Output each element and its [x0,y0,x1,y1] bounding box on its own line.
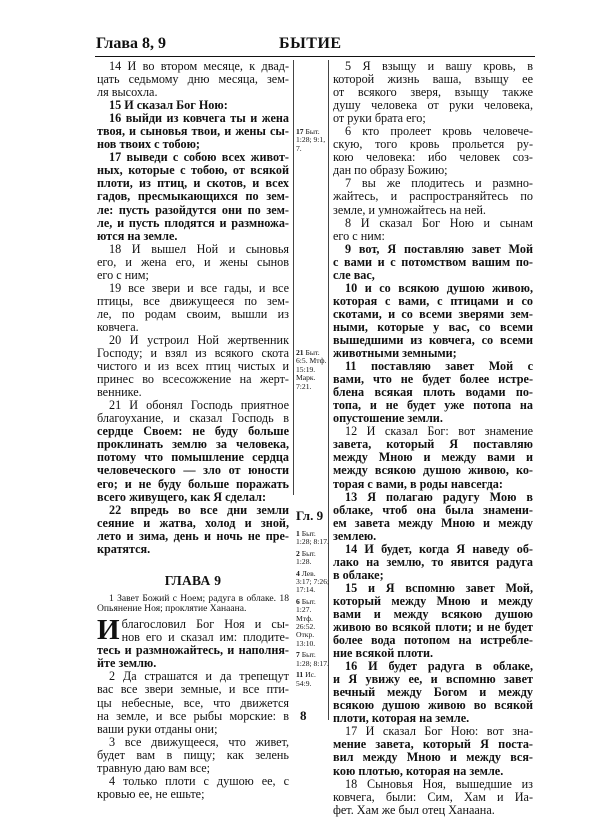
text-line: кровью ее, не ешьте; [97,786,205,801]
text-line: сле вас, [333,267,375,282]
book-title: БЫТИЕ [279,35,342,52]
text-line: между Мною и между вами и [333,450,533,465]
text-line: фет. Хам же был отец Ханаана. [333,802,495,817]
text-line: более вода потопом на истребле- [333,633,533,648]
ref-number: 6 [296,596,300,606]
text-line: 10 и со всякою душою живою, [345,280,533,295]
text-line: ле, по родам своим, вышли из [97,306,289,321]
text-line: проклинать землю за человека, [97,437,289,452]
ref-number: 1 [296,529,300,538]
text-line: 15 И сказал Бог Ною: [109,98,228,113]
text-line: цы небесные, все, что движется [97,695,289,710]
text-line: 9 вот, Я поставляю завет Мой [345,241,533,256]
cross-reference [296,651,330,668]
ref-text: Быт. 1:27. Мтф. 26:52. Откр. 13:10. [296,596,316,648]
text-line: от всякого зверя, взыщу также [333,85,533,100]
text-line: ле, и пусть плодятся и размножа- [97,215,289,230]
text-line: 16 выйди из ковчега ты и жена [109,111,289,126]
text-line: вами и между всякою душою [333,606,533,621]
text-line: 2 Да страшатся и да трепещут [109,669,289,684]
cross-reference [296,570,330,595]
text-line: скотами, и со всеми зверями зем- [333,306,533,321]
text-line: торая с вами, в роды навсегда: [333,476,503,491]
text-line: от руки брата его; [333,111,426,126]
text-line: всякою душою живою во всякой [333,698,533,713]
text-line: в облаке; [333,567,384,582]
text-line: птицы, все движущееся по зем- [97,293,289,308]
chapter-summary: 1 Завет Божий с Ноем; радуга в облаке. 18 Опьянение Ноя; проклятие Ханаана. [97,592,289,615]
text-line: землею. [333,528,377,543]
text-line: ля высохла. [97,85,158,100]
text-line: между всякою душою живою, ко- [333,463,533,478]
text-line: нов твоих с тобою; [97,137,200,152]
cross-reference [296,530,330,547]
chapter-9-cross-references [296,530,330,691]
ref-text: Быт. 1:28; 8:17. [296,650,329,668]
text-line: с вами и с потомством вашим по- [333,254,533,269]
text-line: и Я увижу ее, и вспомню завет [333,672,533,687]
text-line: 17 выведи с собою всех живот- [109,150,289,165]
text-line: ются на земле. [97,228,178,243]
text-line: которой жизнь ваша, взыщу ее [333,72,533,87]
text-line: ние всякой плоти. [333,646,434,661]
text-line: ковчега, были: Сим, Хам и Иа- [333,789,533,804]
text-line: ваши руки отданы они; [97,721,218,736]
text-line: 21 И обонял Господь приятное [109,398,289,413]
text-line: его, и жена его, и жены сынов [97,254,289,269]
text-line: 13 Я полагаю радугу Мою в [345,489,533,504]
text-line: скую, того кровь прольется ру- [333,137,533,152]
text-line: твоя, и сыновья твои, и жены сы- [97,124,289,139]
text-line: лето и зима, день и ночь не пре- [97,528,289,543]
text-line: 17 И сказал Бог Ною: вот зна- [345,724,533,739]
text-line: завета, который Я поставляю [333,437,533,452]
chapter-9-verses-right [333,60,533,816]
text-line: жайтесь, и распространяйтесь по [333,189,533,204]
text-line: земле, и умножайтесь на ней. [333,202,486,217]
ref-text: Быт. 6:5. Мтф. 15:19. Марк. 7:21. [296,348,327,391]
text-line: 8 И сказал Бог Ною и сынам [345,215,533,230]
text-line: гадов, пресмыкающихся по зем- [97,189,289,204]
text-line: 19 все звери и все гады, и все [109,280,289,295]
text-line: топа, и не будет уже потопа на [333,398,533,413]
text-line: плоти, которая на земле. [333,711,470,726]
page-number: 8 [300,708,307,723]
chapter-9-verses-left [97,644,289,800]
header-rule [95,56,535,57]
text-line: 4 только плоти с душою ее, с [109,773,289,788]
text-line: вил между Мною и между вся- [333,750,533,765]
text-line: принес во всесожжение на жерт- [97,372,289,387]
text-line: 6 кто пролеет кровь человече- [345,124,533,139]
text-line: его; и не буду больше поражать [97,476,289,491]
chapter-9-heading: ГЛАВА 9 [164,573,222,589]
text-line: цать седьмому дню месяца, зем- [97,72,289,87]
text-line: на земле, и все рыбы морские: в [97,708,289,723]
drop-cap-lines [97,614,289,647]
ref-number: 17 [296,127,304,136]
text-line: чистого и из всех птиц чистых и [97,359,289,374]
margin-chapter-label: Гл. 9 [296,508,324,523]
text-line: блена всякая плоть водами по- [333,385,533,400]
text-line: будет вам в пищу; как зелень [97,747,289,762]
ref-text: Быт. 1:28; 8:17. [296,529,329,547]
text-line: благословил Бог Ноя и сы- [121,617,289,632]
text-line: травную даю вам все; [97,760,211,775]
text-line: ле: пусть разойдутся они по зем- [97,202,289,217]
ref-text: Ис. 54:9. [296,670,316,688]
text-line: 5 Я взыщу и вашу кровь, в [345,59,533,73]
text-line: 7 вы же плодитесь и размно- [345,176,533,191]
text-line: живою во всякой плоти; и не будет [333,620,533,635]
text-line: веннике. [97,385,142,400]
text-line: сердце Своем: не буду больше [97,424,289,439]
left-text-column [97,60,289,801]
text-line: Господу; и взял из всякого скота [97,346,289,361]
text-line: йте землю. [97,656,157,671]
ref-text: Быт. 1:28. [296,548,316,567]
cross-reference [296,598,330,648]
text-line: дан по образу Божию; [333,163,448,178]
text-line: всего живущего, как Я сделал: [97,489,267,504]
text-line: вами, что не будет более истре- [333,372,533,387]
text-line: 11 поставляю завет Мой с [345,359,533,374]
text-line: 3 все движущееся, что живет, [109,734,289,749]
text-line: вас все звери земные, и все пти- [97,682,289,697]
ref-number: 21 [296,348,304,357]
text-line: лако на землю, то явится радуга [333,554,533,569]
text-line: животными земными; [333,346,457,361]
ref-number: 11 [296,670,304,680]
text-line: ковчега. [97,319,139,334]
ref-number: 4 [296,568,300,578]
text-line: кратятся. [97,541,151,556]
cross-reference [296,349,330,391]
text-line: его с ним; [97,267,149,282]
text-line: кою человека: ибо человек соз- [333,150,533,165]
text-line: ем завета между Мною и между [333,515,533,530]
text-line: облаке, чтоб она была знамени- [333,502,533,517]
text-line: ных, которые с тобою, от всякой [97,163,289,178]
text-line: душу человека от руки человека, [333,98,533,113]
text-line: 18 И вышел Ной и сыновья [109,241,289,256]
text-line: 15 и Я вспомню завет Мой, [345,580,533,595]
text-line: мение завета, который Я поста- [333,737,533,752]
text-line: вечный между Богом и между [333,685,533,700]
text-line: который между Мною и между [333,593,533,608]
text-line: кою плотью, которая на земле. [333,763,504,778]
chapter-8-verses [97,60,289,555]
drop-cap: И [97,614,120,647]
chapter-9-opening [97,614,289,647]
text-line: 14 И будет, когда Я наведу об- [345,541,533,556]
text-line: благоухание, и сказал Господь в [97,411,289,426]
text-line: 14 И во втором месяце, к двад- [109,59,289,73]
text-line: 12 И сказал Бог: вот знамение [345,424,533,439]
cross-reference [296,550,330,567]
text-line: плоти, из птиц, и скотов, и всех [97,176,289,191]
text-line: сеяние и жатва, холод и зной, [97,515,289,530]
ref-text: Лев. 3:17; 7:26; 17:14. [296,568,330,595]
cross-reference [296,128,330,153]
text-line: которая с вами, с птицами и со [333,293,533,308]
text-line: потому что помышление сердца [97,450,289,465]
text-line: 16 И будет радуга в облаке, [345,659,533,674]
column-divider-left [293,60,294,495]
text-line: тесь и размножайтесь, и наполня- [97,643,289,658]
text-line: опустошение земли. [333,411,443,426]
ref-number: 7 [296,650,300,660]
text-line: 18 Сыновья Ноя, вышедшие из [345,776,533,791]
text-line: 22 впредь во все дни земли [109,502,289,517]
ref-number: 2 [296,548,300,558]
text-line: его с ним: [333,228,385,243]
cross-reference [296,671,330,688]
ref-text: Быт. 1:28; 9:1, 7. [296,127,326,153]
text-line: 20 И устроил Ной жертвенник [109,332,289,347]
text-line: нов его и сказал им: плодите- [121,630,289,645]
text-line: человеческого — зло от юности [97,463,289,478]
text-line: ными, которые у вас, со всеми [333,319,533,334]
text-line: вышедшими из ковчега, со всеми [333,332,533,347]
chapter-reference-header: Глава 8, 9 [96,35,166,52]
right-text-column [333,60,533,817]
